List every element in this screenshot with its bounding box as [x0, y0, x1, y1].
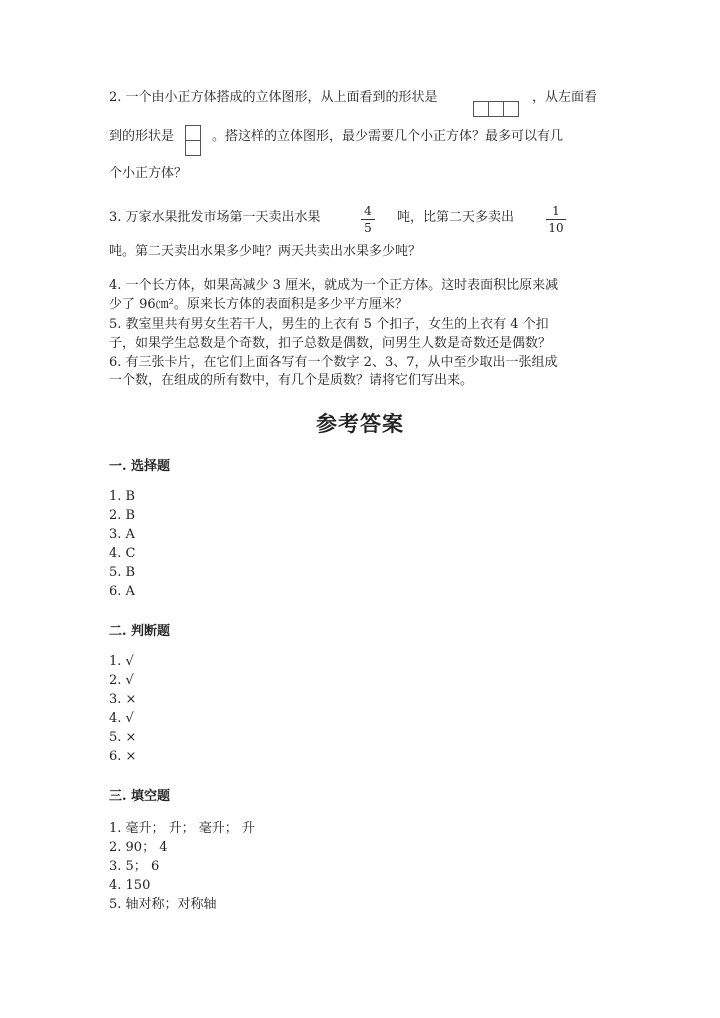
fraction-1-bar: [361, 219, 375, 220]
top-view-square-1: [473, 101, 489, 117]
choice-answer-2: 2. B: [109, 508, 136, 523]
choice-answer-6: 6. A: [109, 584, 135, 599]
fraction-one-tenth: [546, 204, 566, 235]
judgement-answer-3: 3. ×: [109, 692, 137, 707]
q6-line1: 6. 有三张卡片，在它们上面各写有一个数字 2、3、7，从中至少取出一张组成: [109, 355, 558, 370]
choice-answer-1: 1. B: [109, 489, 136, 504]
q4-line1: 4. 一个长方体，如果高减少 3 厘米，就成为一个正方体。这时表面积比原来减: [109, 278, 559, 293]
fraction-2-denominator: 10: [548, 221, 564, 235]
fill-answer-4: 4. 150: [109, 878, 151, 893]
fill-answer-2: 2. 90； 4: [109, 840, 168, 855]
q2-line3: 个小正方体？: [109, 166, 188, 181]
q5-line2: 子，如果学生总数是个奇数，扣子总数是偶数，问男生人数是奇数还是偶数？: [109, 336, 552, 351]
answer-key-title: 参考答案: [316, 411, 404, 436]
q2-line2-tail: 。搭这样的立体图形，最少需要几个小正方体？最多可以有几: [212, 129, 564, 144]
choice-answer-5: 5. B: [109, 565, 136, 580]
q2-text-part1: 2. 一个由小正方体搭成的立体图形，从上面看到的形状是: [109, 90, 438, 105]
fill-answer-3: 3. 5； 6: [109, 859, 160, 874]
q2-line1: [109, 89, 438, 107]
judgement-answer-5: 5. ×: [109, 730, 137, 745]
section-heading-choice: 一. 选择题: [109, 459, 171, 474]
section-heading-judgement: 二. 判断题: [109, 624, 171, 639]
fraction-1-numerator: 4: [364, 204, 372, 218]
q3-line1-mid: 吨，比第二天多卖出: [397, 210, 515, 225]
q5-line1: 5. 教室里共有男女生若干人，男生的上衣有 5 个扣子，女生的上衣有 4 个扣: [109, 317, 549, 332]
q3-line2: 吨。第二天卖出水果多少吨？两天共卖出水果多少吨？: [109, 244, 422, 259]
left-view-figure: [185, 126, 201, 156]
choice-answer-3: 3. A: [109, 527, 135, 542]
top-view-square-3: [503, 101, 519, 117]
q3-line1-head: 3. 万家水果批发市场第一天卖出水果: [109, 210, 321, 225]
judgement-answer-2: 2. √: [109, 673, 134, 688]
judgement-answer-4: 4. √: [109, 711, 134, 726]
fraction-2-numerator: 1: [552, 204, 560, 218]
fill-answer-5: 5. 轴对称；对称轴: [109, 897, 217, 912]
q6-line2: 一个数，在组成的所有数中，有几个是质数？请将它们写出来。: [109, 373, 474, 388]
q2-line1-tail: ，从左面看: [532, 90, 598, 105]
left-view-square-1: [185, 125, 201, 141]
fill-answer-1: 1. 毫升； 升； 毫升； 升: [109, 821, 255, 836]
fraction-2-bar: [546, 219, 566, 220]
judgement-answer-6: 6. ×: [109, 749, 137, 764]
top-view-square-2: [488, 101, 504, 117]
choice-answer-4: 4. C: [109, 546, 136, 561]
fraction-four-fifths: [361, 204, 375, 235]
judgement-answer-1: 1. √: [109, 654, 134, 669]
q4-line2: 少了 96㎝²。原来长方体的表面积是多少平方厘米？: [109, 297, 408, 312]
top-view-figure: [474, 101, 519, 117]
section-heading-fill-blank: 三. 填空题: [109, 789, 171, 804]
left-view-square-2: [185, 140, 201, 156]
fraction-1-denominator: 5: [364, 221, 372, 235]
q2-line2-head: 到的形状是: [109, 129, 175, 144]
